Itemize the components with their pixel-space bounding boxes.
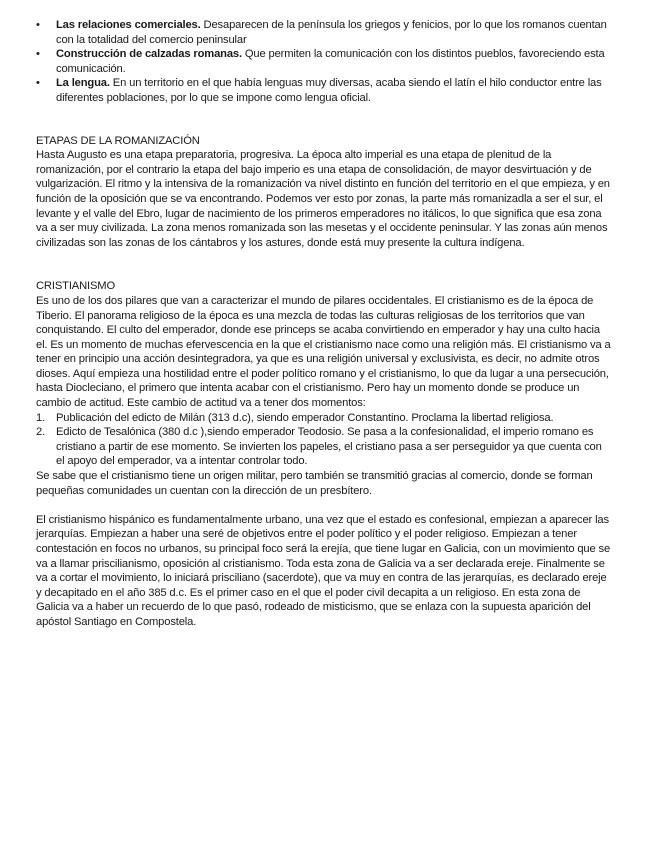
- numbered-list: [36, 411, 611, 469]
- section-title-cristianismo: CRISTIANISMO: [36, 280, 116, 293]
- bullet-title: Construcción de calzadas romanas.: [56, 48, 242, 61]
- bullet-item-relaciones: [36, 18, 611, 47]
- bullet-item-lengua: [36, 76, 611, 105]
- numbered-item-tesalonica: [36, 425, 611, 469]
- cristianismo-hispanico-paragraph: El cristianismo hispánico es fundamentalmente urbano, una vez que el estado es confesional, empiezan a aparecer las jerarquías. Empiezan a haber una seré de objetivos entre el poder político y el poder religioso. Empiezan a tener contestación en focos no urbanos, su principal foco será la erejía, que tiene lugar en Galicia, con un movimiento que se va a llamar priscilianismo, oposición al cristianismo. Toda esta zona de Galicia va a ser declarada ereje. Finalmente se va a cortar el movimiento, lo iniciará prisciliano (sacerdote), que va muy en contra de las jerarquías, es declarado ereje y decapitado en el año 385 d.c. Es el primer caso en el que el poder civil decapita a un religioso. En esta zona de Galicia va a haber un recuerdo de lo que pasó, rodeado de misticismo, que se enlaza con la supuesta aparición del apóstol Santiago en Compostela.: [36, 513, 611, 628]
- bullet-list: [36, 18, 611, 106]
- cristianismo-after-paragraph: Se sabe que el cristianismo tiene un origen militar, pero también se transmitió gracias al comercio, donde se forman pequeñas comunidades un cuentan con la dirección de un presbítero.: [36, 470, 593, 497]
- bullet-title: La lengua.: [56, 77, 110, 90]
- list-item-text: Publicación del edicto de Milán (313 d.c), siendo emperador Constantino. Proclama la libertad religiosa.: [56, 411, 554, 424]
- etapas-paragraph: Hasta Augusto es una etapa preparatoria, progresiva. La época alto imperial es una etapa de plenitud de la romanización, por el contrario la etapa del bajo imperio es una etapa de consolidación, de mayor desvirtuación y de vulgarización. El ritmo y la intensiva de la romanización va nivel distinto en función del territorio en el que empieza, y en función de la oposición que se va encontrando. Podemos ver esto por zonas, la parte más romanizadla a ser el sur, el levante y el valle del Ebro, lugar de nacimiento de los primeros emperadores no itálicos, lo que significa que esa zona va a ser muy civilizada. La zona menos romanizada son las mesetas y el occidente peninsular. Y las zonas aún menos civilizadas son las zonas de los cántabros y los astures, donde está muy presente la cultura indígena.: [36, 149, 610, 249]
- list-number: 1.: [36, 411, 46, 424]
- bullet-icon: •: [36, 77, 40, 90]
- bullet-title: Las relaciones comerciales.: [56, 19, 201, 31]
- document-page: [36, 18, 611, 630]
- cristianismo-intro-paragraph: Es uno de los dos pilares que van a caracterizar el mundo de pilares occidentales. El cristianismo es de la época de Tiberio. El panorama religioso de la época es una mezcla de todas las culturas religiosas de los territorios que van conquistando. El culto del emperador, donde ese princeps se acaba convirtiendo en emperador y hay una culto hacia el. Es un momento de muchas efervescencia en la que el cristianismo nace como una religión más. El cristianismo va a tener en principio una acción desintegradora, ya que es una religión universal y exclusivista, es decir, no admite otros dioses. Aquí empieza una hostilidad entre el poder político romano y el cristianismo, lo que da lugar a una persecución, hasta Diocleciano, el primero que intenta acabar con el cristianismo. Pero hay un momento donde se produce un cambio de actitud. Este cambio de actitud va a tener dos momentos:: [36, 294, 611, 410]
- bullet-text: En un territorio en el que había lenguas muy diversas, acaba siendo el latín el hilo conductor entre las diferentes poblaciones, por lo que se impone como lengua oficial.: [56, 77, 602, 104]
- bullet-text: Que permiten la comunicación con los distintos pueblos, favoreciendo esta comunicación.: [56, 48, 605, 75]
- section-title-etapas: ETAPAS DE LA ROMANIZACIÓN: [36, 134, 200, 147]
- list-item-text: Edicto de Tesalónica (380 d.c ),siendo emperador Teodosio. Se pasa a la confesionalidad, el imperio romano es cristiano a partir de ese momento. Se invierten los papeles, el cristiano pasa a ser perseguidor ya que cuenta con el apoyo del emperador, va a intentar controlar todo.: [56, 426, 602, 468]
- bullet-item-calzadas: [36, 47, 611, 76]
- bullet-text: Desaparecen de la península los griegos y fenicios, por lo que los romanos cuentan con la totalidad del comercio peninsular: [56, 19, 607, 46]
- bullet-icon: •: [36, 48, 40, 61]
- bullet-icon: •: [36, 19, 40, 31]
- list-number: 2.: [36, 426, 46, 439]
- numbered-item-milan: [36, 411, 611, 426]
